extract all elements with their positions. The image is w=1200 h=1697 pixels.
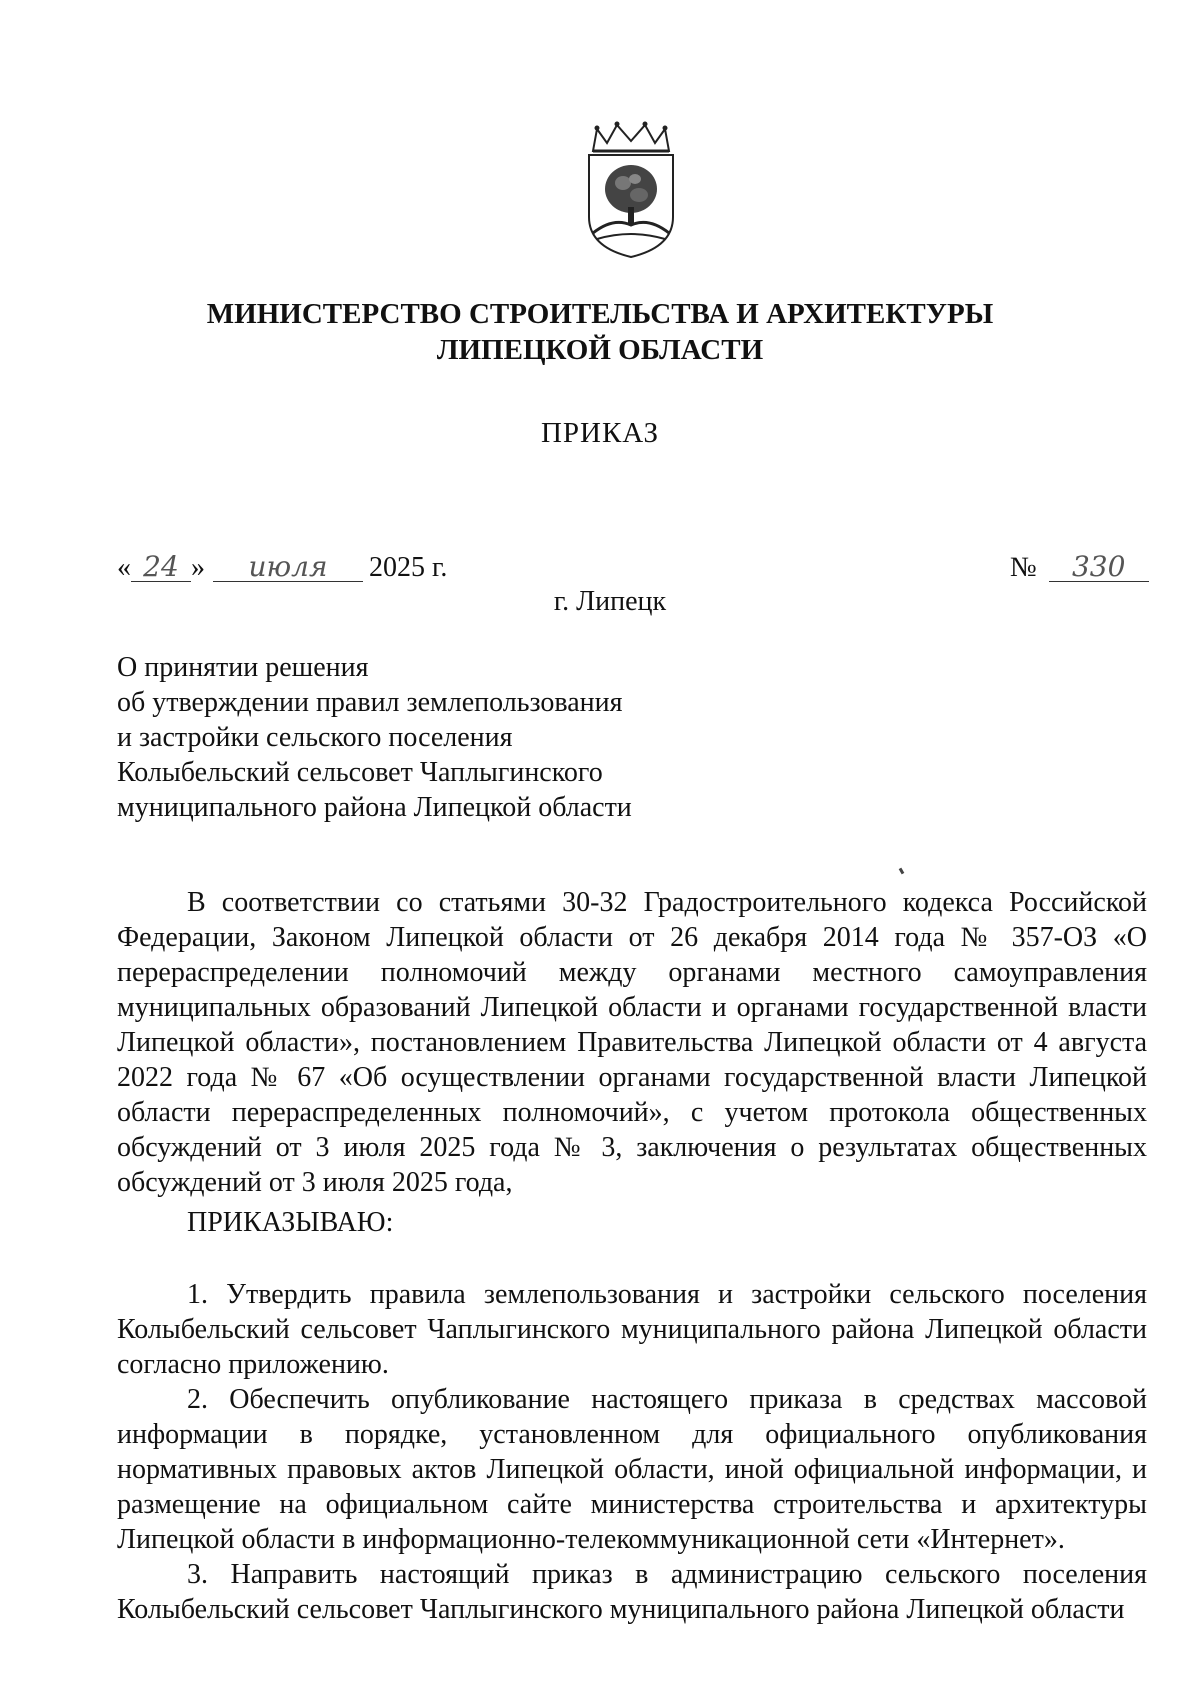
number-sign: № [1010,552,1037,583]
preamble-text: В соответствии со статьями 30-32 Градостроительного кодекса Российской Федерации, Законом Липецкой области от 26 декабря 2014 года № 357-ОЗ «О перераспределении полномочий между органами местного самоуправления муниципальных образований Липецкой области и органами государственной власти Липецкой области», постановлением Правительства Липецкой области от 4 августа 2022 года № 67 «Об осуществлении органами государственной власти Липецкой области перераспределенных полномочий», с учетом протокола общественных обсуждений от 3 июля 2025 года № 3, заключения о результатах общественных обсуждений от 3 июля 2025 года, [117,887,1147,1198]
preamble-paragraph [117,885,1147,1200]
date-month-handwritten: июля [213,553,363,582]
order-items [117,1277,1147,1627]
date-day-handwritten: 24 [131,553,191,582]
subject-line: О принятии решения [117,652,369,683]
order-word: ПРИКАЗЫВАЮ: [187,1207,394,1238]
subject-line: муниципального района Липецкой области [117,792,632,823]
date-quote-close: » [191,552,205,583]
number-handwritten: 330 [1049,553,1149,582]
date-year: 2025 г. [369,552,448,583]
document-city: г. Липецк [553,586,667,617]
subject-line: об утверждении правил землепользования [117,687,623,718]
document-number [1010,552,1149,584]
subject-line: Колыбельский сельсовет Чаплыгинского [117,757,603,788]
order-item: 1. Утвердить правила землепользования и застройки сельского поселения Колыбельский сельсовет Чаплыгинского муниципального района Липецкой области согласно приложению. [117,1279,1147,1380]
subject-line: и застройки сельского поселения [117,722,513,753]
ministry-name-line2: ЛИПЕЦКОЙ ОБЛАСТИ [436,334,764,366]
ministry-name-line1: МИНИСТЕРСТВО СТРОИТЕЛЬСТВА И АРХИТЕКТУРЫ [206,298,994,330]
order-item: 3. Направить настоящий приказ в администрацию сельского поселения Колыбельский сельсовет Чаплыгинского муниципального района Липецкой области [117,1559,1147,1625]
document-type-title: ПРИКАЗ [540,417,660,449]
coat-of-arms-emblem [583,121,679,259]
order-item: 2. Обеспечить опубликование настоящего приказа в средствах массовой информации в порядке, установленном для официального опубликования нормативных правовых актов Липецкой области, иной официальной информации, и размещение на официальном сайте министерства строительства и архитектуры Липецкой области в информационно-телекоммуникационной сети «Интернет». [117,1384,1147,1555]
date-quote-open: « [117,552,131,583]
document-subject [117,650,632,825]
scan-mark [899,868,905,875]
